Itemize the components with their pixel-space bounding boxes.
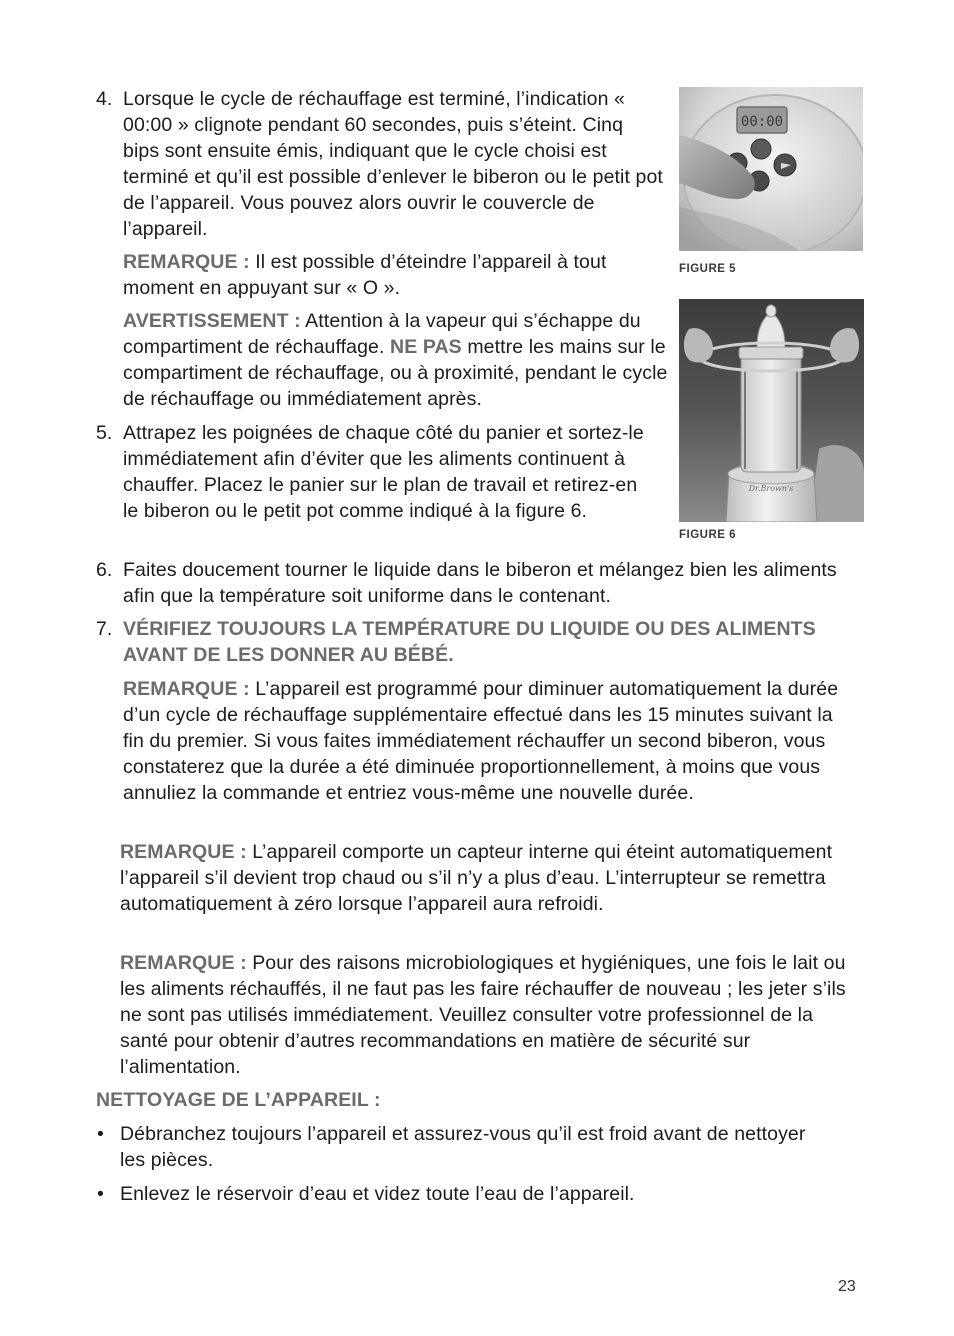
lcd-readout: 00:00	[740, 114, 784, 130]
cleaning-bullet-1: Débranchez toujours l’appareil et assurez-vous qu’il est froid avant de nettoyer les pièces.	[120, 1123, 806, 1171]
item-7-note-3	[120, 950, 865, 1080]
ne-pas-emphasis: NE PAS	[390, 336, 462, 358]
remarque-label: REMARQUE :	[123, 251, 250, 273]
item-4-body: Lorsque le cycle de réchauffage est terminé, l’indication « 00:00 » clignote pendant 60 secondes, puis s’éteint. Cinq bips sont ensuite émis, indiquant que le cycle choisi est terminé et qu’il est possible d’enlever le biberon ou le petit pot de l’appareil. Vous pouvez alors ouvrir le couvercle de l’appareil.	[123, 88, 663, 240]
bullet-symbol: •	[97, 1123, 104, 1145]
item-number: 6.	[96, 559, 113, 581]
item-6-body: Faites doucement tourner le liquide dans le biberon et mélangez bien les aliments afin que la température soit uniforme dans le contenant.	[123, 559, 837, 607]
item-7-note-1	[123, 676, 858, 806]
item-5-body: Attrapez les poignées de chaque côté du panier et sortez-le immédiatement afin d’éviter que les aliments continuent à chauffer. Placez le panier sur le plan de travail et retirez-en le biberon ou le petit pot comme indiqué à la figure 6.	[123, 422, 644, 522]
remarque-label: REMARQUE :	[120, 952, 247, 974]
warmer-control-panel-illustration	[679, 87, 863, 251]
temperature-warning-heading: VÉRIFIEZ TOUJOURS LA TEMPÉRATURE DU LIQUIDE OU DES ALIMENTS AVANT DE LES DONNER AU BÉBÉ.	[123, 618, 816, 666]
bottle-lift-illustration	[679, 299, 864, 522]
remarque-label: REMARQUE :	[123, 678, 250, 700]
figure-6-caption: FIGURE 6	[679, 529, 737, 541]
item-6-text	[123, 557, 843, 609]
avertissement-text-2: mettre les mains sur le compartiment de réchauffage, ou à proximité, pendant le cycle de réchauffage ou immédiatement après.	[123, 336, 668, 410]
cleaning-bullet-2: Enlevez le réservoir d’eau et videz toute l’eau de l’appareil.	[120, 1183, 635, 1205]
item-4-remarque	[123, 249, 643, 301]
avertissement-text-1: Attention à la vapeur qui s’échappe du compartiment de réchauffage.	[123, 310, 641, 358]
brand-logo: Dr.Brown's	[748, 484, 794, 493]
remarque-label: REMARQUE :	[120, 841, 247, 863]
item-4-avertissement	[123, 308, 668, 412]
remarque-text: Pour des raisons microbiologiques et hygiéniques, une fois le lait ou les aliments réchauffés, il ne faut pas les faire réchauffer de nouveau ; les jeter s’ils ne sont pas utilisés immédiatement. Veuillez consulter votre professionnel de la santé pour obtenir d’autres recommandations en matière de sécurité sur l’alimentation.	[120, 952, 846, 1078]
item-4-text	[123, 86, 663, 242]
item-number: 4.	[96, 88, 113, 110]
figure-6-photo	[679, 299, 864, 522]
figure-5-photo	[679, 87, 863, 251]
item-number: 7.	[96, 618, 113, 640]
item-7-heading	[123, 616, 843, 668]
avertissement-label: AVERTISSEMENT :	[123, 310, 301, 332]
item-5-text	[123, 420, 658, 524]
cleaning-heading: NETTOYAGE DE L’APPAREIL :	[96, 1089, 381, 1111]
item-7-note-2	[120, 839, 860, 917]
page-number: 23	[838, 1278, 856, 1295]
remarque-text: L’appareil est programmé pour diminuer automatiquement la durée d’un cycle de réchauffage supplémentaire effectué dans les 15 minutes suivant la fin du premier. Si vous faites immédiatement réchauffer un second biberon, vous constaterez que la durée a été diminuée proportionnellement, à moins que vous annuliez la commande et entriez vous-même une nouvelle durée.	[123, 678, 839, 804]
figure-5-caption: FIGURE 5	[679, 263, 737, 275]
remarque-text: L’appareil comporte un capteur interne qui éteint automatiquement l’appareil s’il devient trop chaud ou s’il n’y a plus d’eau. L’interrupteur se remettra automatiquement à zéro lorsque l’appareil aura refroidi.	[120, 841, 833, 915]
bullet-symbol: •	[97, 1183, 104, 1205]
remarque-text: Il est possible d’éteindre l’appareil à tout moment en appuyant sur « O ».	[123, 251, 607, 299]
item-number: 5.	[96, 422, 113, 444]
